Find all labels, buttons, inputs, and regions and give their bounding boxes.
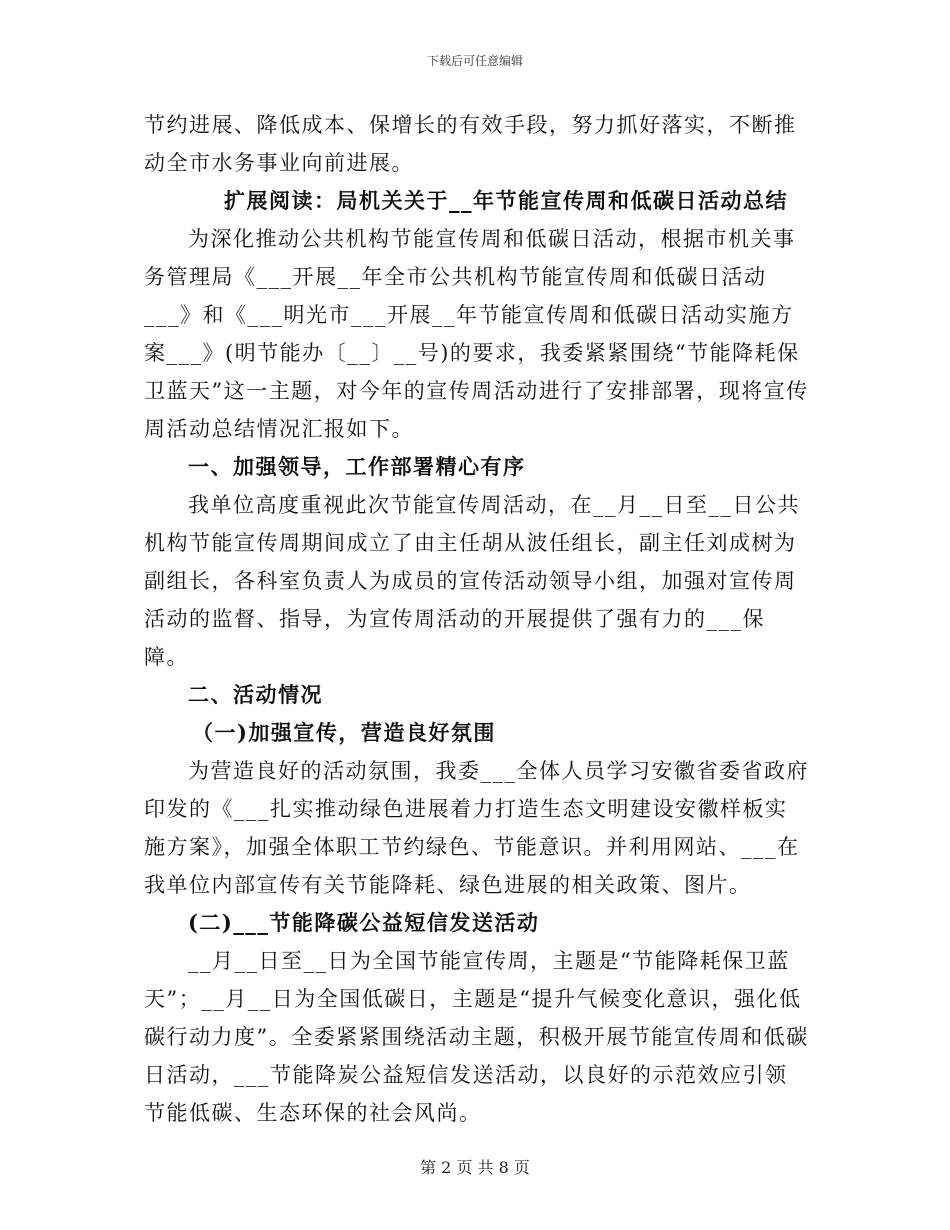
document-body	[144, 106, 809, 1132]
heading-activities: 二、活动情况	[188, 682, 323, 707]
paragraph-intro: 为深化推动公共机构节能宣传周和低碳日活动，根据市机关事务管理局《___开展__年全市公共机构节能宣传周和低碳日活动___》和《___明光市___开展__年节能宣传周和低碳日活动实施方案___》(明节能办〔__〕__号)的要求，我委紧紧围绕“节能降耗保卫蓝天”这一主题，对今年的宣传周活动进行了安排部署，现将宣传周活动总结情况汇报如下。	[144, 227, 809, 441]
subheading-publicity: （一)加强宣传，营造良好氛围	[192, 720, 496, 745]
page-header: 下载后可任意编辑	[426, 54, 523, 68]
paragraph-publicity: 为营造良好的活动氛围，我委___全体人员学习安徽省委省政府印发的《___扎实推动绿色进展着力打造生态文明建设安徽样板实施方案》，加强全体职工节约绿色、节能意识。并利用网站、___在我单位内部宣传有关节能降耗、绿色进展的相关政策、图片。	[144, 759, 809, 897]
paragraph-leadership: 我单位高度重视此次节能宣传周活动，在__月__日至__日公共机构节能宣传周期间成立了由主任胡从波任组长，副主任刘成树为副组长，各科室负责人为成员的宣传活动领导小组，加强对宣传周活动的监督、指导，为宣传周活动的开展提供了强有力的___保障。	[144, 493, 800, 669]
paragraph-sms: __月__日至__日为全国节能宣传周，主题是“节能降耗保卫蓝天”；__月__日为全国低碳日，主题是“提升气候变化意识，强化低碳行动力度”。全委紧紧围绕活动主题，积极开展节能宣传周和低碳日活动，___节能降炭公益短信发送活动，以良好的示范效应引领节能低碳、生态环保的社会风尚。	[144, 949, 809, 1125]
paragraph-continuation: 节约进展、降低成本、保增长的有效手段，努力抓好落实，不断推动全市水务事业向前进展。	[144, 113, 797, 175]
page-footer: 第 2 页 共 8 页	[420, 1158, 530, 1177]
subheading-sms: (二)___节能降碳公益短信发送活动	[188, 910, 540, 935]
section-title: 扩展阅读：局机关关于__年节能宣传周和低碳日活动总结	[224, 188, 788, 213]
heading-leadership: 一、加强领导，工作部署精心有序	[188, 454, 526, 479]
